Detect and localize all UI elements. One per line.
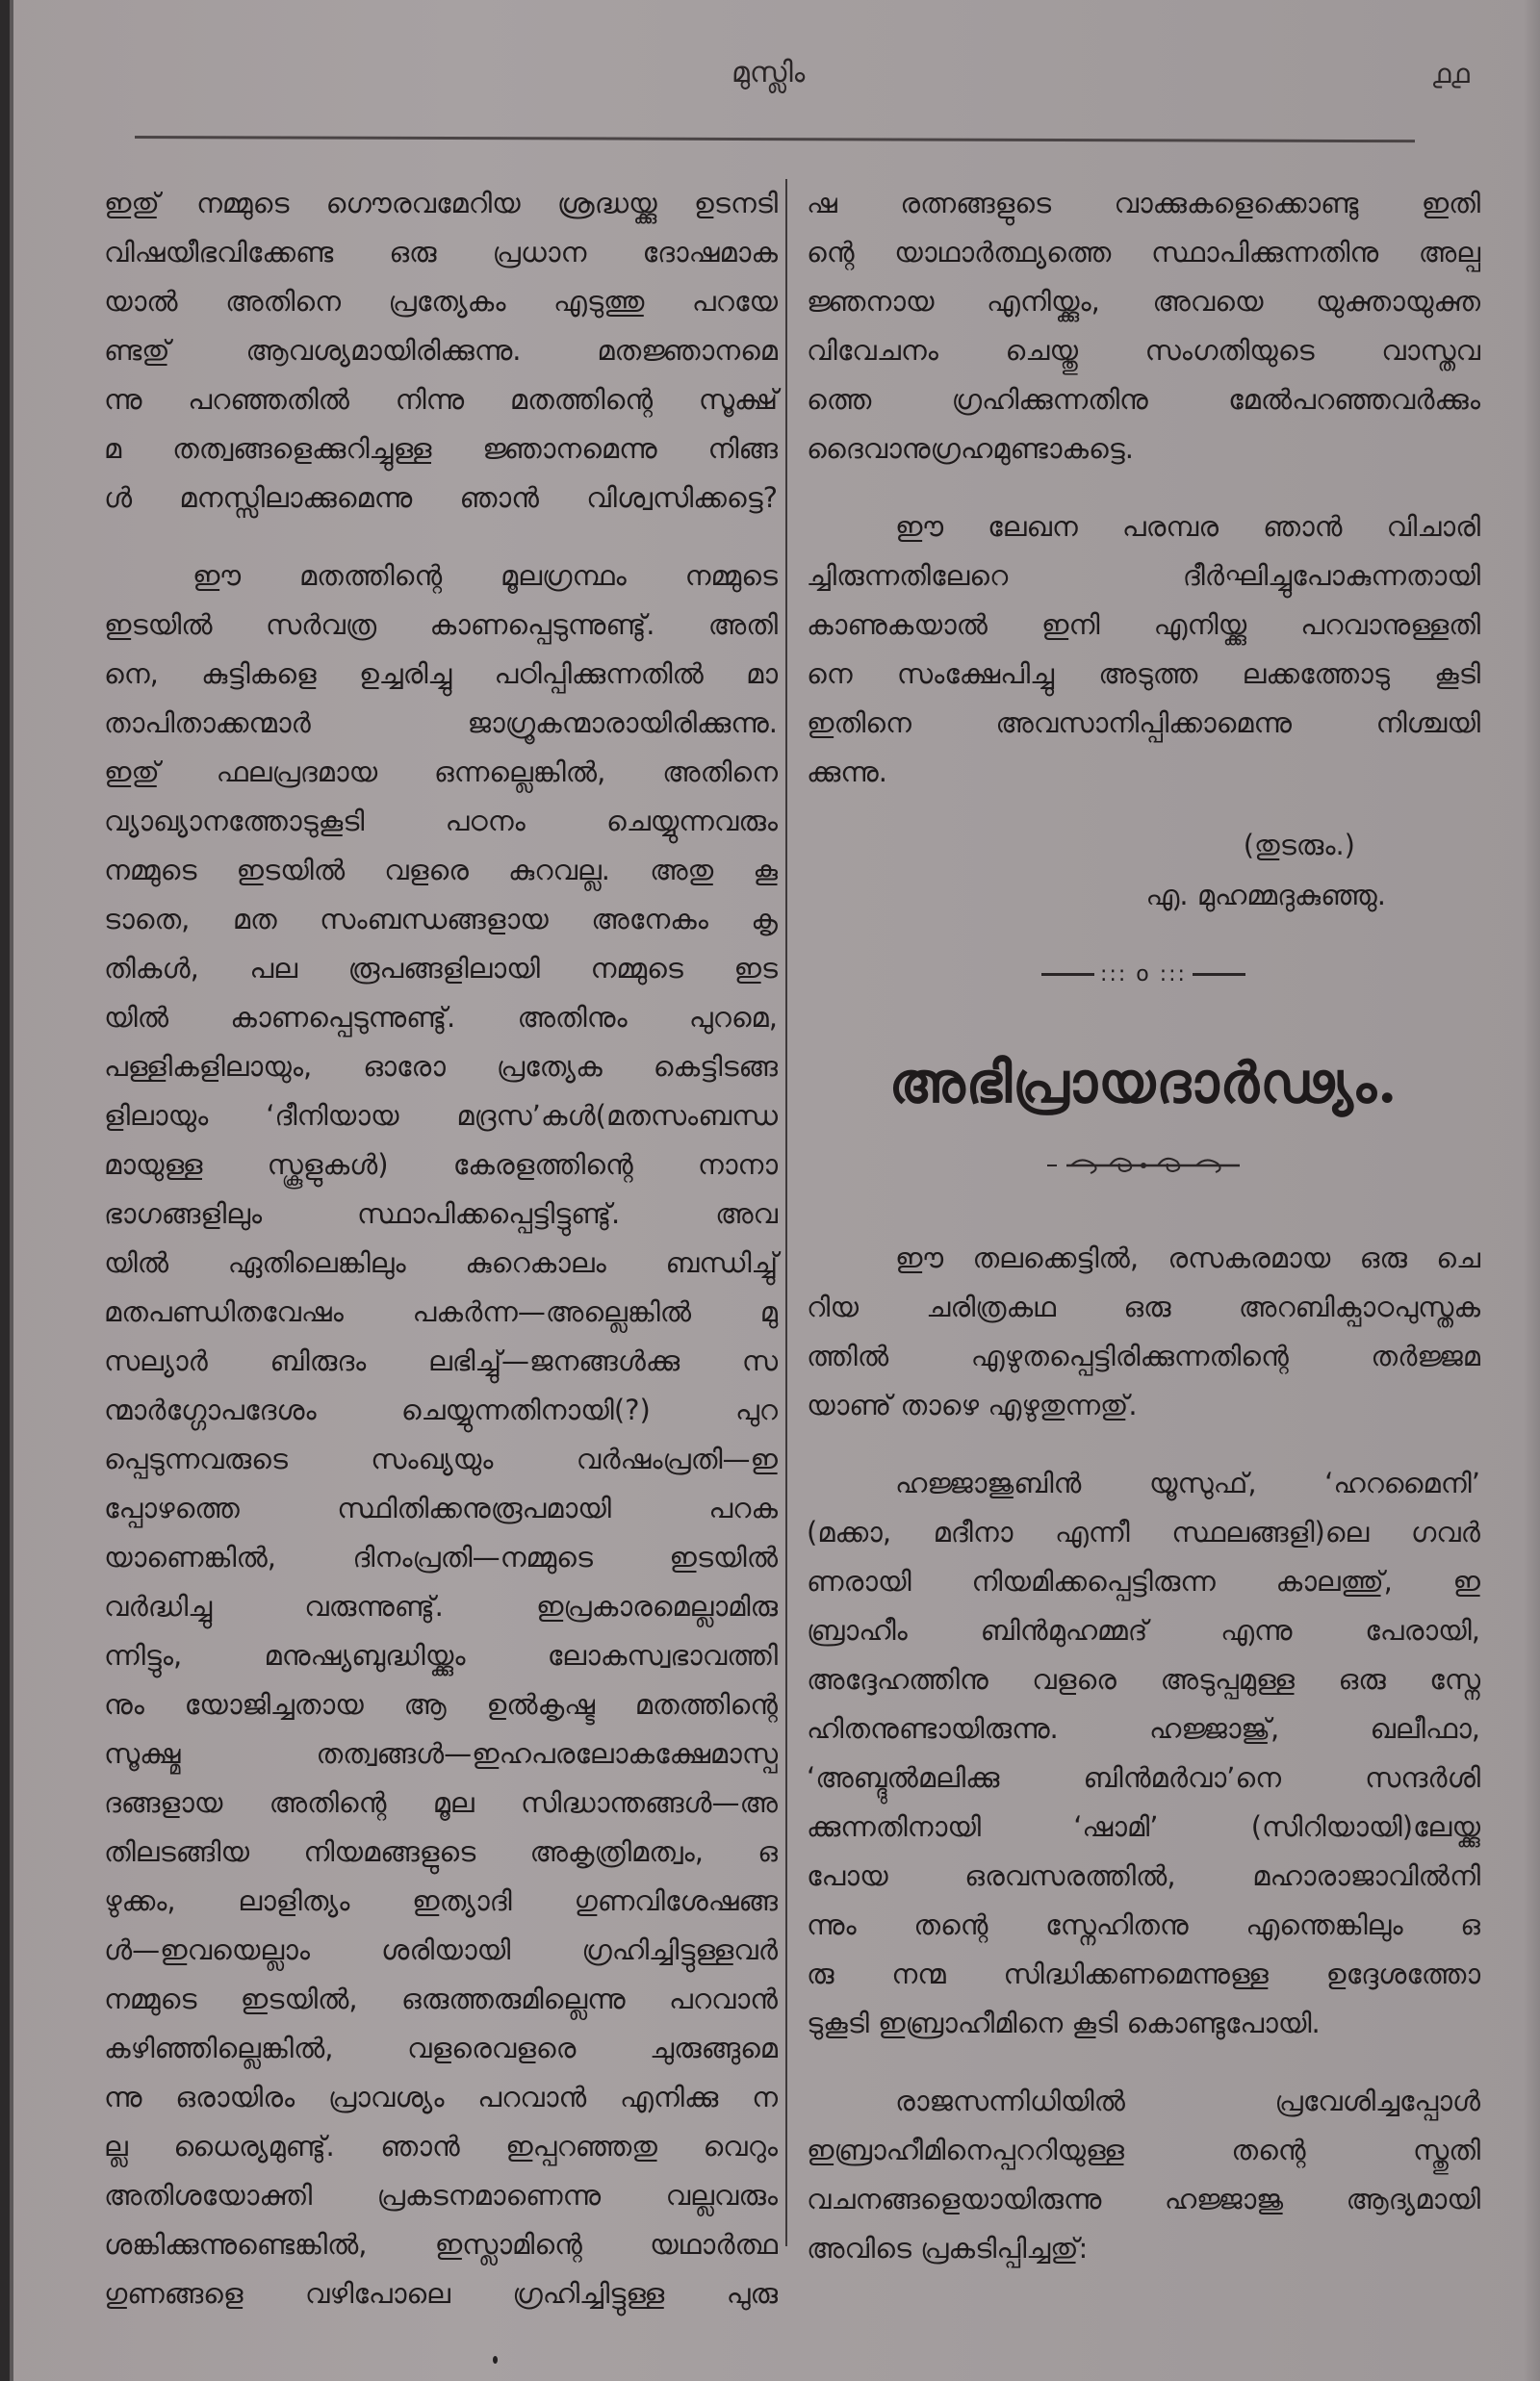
text-line: ക്കുന്നു.: [807, 755, 888, 788]
text-line: വിവേചനം ചെയ്തു സംഗതിയുടെ വാസ്തവ: [807, 334, 1480, 367]
text-line: വർദ്ധിച്ചു വരുന്നുണ്ടു്. ഇപ്രകാരമെല്ലാമിരു: [104, 1590, 778, 1623]
text-line: ഹജ്ജാജുബിൻ യൂസുഫ്, ‘ഹറമൈനി’: [895, 1467, 1480, 1499]
text-line: ച്ചിരുന്നതിലേറെ ദീർഘിച്ചുപോകുന്നതായി: [807, 559, 1480, 592]
text-line: ഭാഗങ്ങളിലും സ്ഥാപിക്കപ്പെട്ടിട്ടുണ്ടു്. അവ: [104, 1197, 778, 1230]
right-column: [807, 179, 1480, 2273]
text-line: സൂക്ഷ്മ തത്വങ്ങൾ—ഇഹപരലോകക്ഷേമാസ്പ: [104, 1737, 778, 1770]
text-line: നെ, കുട്ടികളെ ഉച്ചരിച്ചു പഠിപ്പിക്കുന്നതിൽ മാ: [104, 657, 778, 690]
text-line: ജ്ഞനായ എനിയ്ക്കും, അവയെ യുക്തായുക്ത: [807, 285, 1480, 318]
text-line: കാണുകയാൽ ഇനി എനിയ്ക്കു പറവാനുള്ളതി: [807, 608, 1480, 641]
text-line: സല്യാർ ബിരുദം ലഭിച്ചു്—ജനങ്ങൾക്കു സ: [104, 1344, 778, 1377]
text-line: കഴിഞ്ഞില്ലെങ്കിൽ, വളരെവളരെ ചുരുങ്ങുമെ: [104, 2032, 778, 2064]
text-line: ഗുണങ്ങളെ വഴിപോലെ ഗ്രഹിച്ചിട്ടുള്ള പുരു: [104, 2277, 778, 2310]
text-line: ക്കുന്നതിനായി ‘ഷാമി’ (സിറിയായി)ലേയ്ക്കു: [807, 1810, 1480, 1843]
text-line: ന്മാർഗ്ഗോപദേശം ചെയ്യുന്നതിനായി(?) പുറ: [104, 1394, 778, 1426]
text-line: ന്നിട്ടും, മനുഷ്യബുദ്ധിയ്ക്കും ലോകസ്വഭാവത്തി: [104, 1639, 778, 1672]
text-line: നെ സംക്ഷേപിച്ചു അടുത്ത ലക്കത്തോടു കൂടി: [807, 657, 1480, 690]
paragraph: [807, 2077, 1480, 2273]
text-line: ഇബ്രാഹീമിനെപ്പററിയുള്ള തന്റെ സ്തുതി: [807, 2134, 1480, 2166]
text-line: ളിലായും ‘ദീനിയായ മദ്രസ’കൾ(മതസംബന്ധ: [104, 1099, 778, 1132]
text-line: തിലടങ്ങിയ നിയമങ്ങളുടെ അകൃത്രിമത്വം, ഒ: [104, 1835, 778, 1868]
text-line: ഹിതനുണ്ടായിരുന്നു. ഹജ്ജാജു്, ഖലീഫാ,: [807, 1712, 1480, 1745]
text-line: രു നന്മ സിദ്ധിക്കണമെന്നുള്ള ഉദ്ദേശത്തോ: [807, 1958, 1480, 1990]
text-line: ന്റെ യാഥാർത്ഥ്യത്തെ സ്ഥാപിക്കുന്നതിനു അല്പ: [807, 236, 1480, 269]
text-line: വിഷയീഭവിക്കേണ്ട ഒരു പ്രധാന ദോഷമാക: [104, 236, 778, 269]
text-line: മ തത്വങ്ങളെക്കുറിച്ചുള്ള ജ്ഞാനമെന്നു നിങ്ങ: [104, 432, 778, 465]
text-line: നമ്മുടെ ഇടയിൽ വളരെ കുറവല്ല. അതു കൂ: [104, 854, 778, 886]
paragraph: [104, 551, 778, 2318]
text-line: പ്പോഴത്തെ സ്ഥിതിക്കനുരൂപമായി പറക: [104, 1492, 778, 1524]
text-line: ദൈവാനുഗ്രഹമുണ്ടാകട്ടെ.: [807, 432, 1134, 465]
text-line: ഇതു് ഫലപ്രദമായ ഒന്നല്ലെങ്കിൽ, അതിനെ: [104, 755, 778, 788]
section-title: അഭിപ്രായദാർഢ്യം.: [888, 1050, 1399, 1115]
text-line: ത്തെ ഗ്രഹിക്കുന്നതിനു മേൽപറഞ്ഞവർക്കും: [807, 383, 1480, 416]
text-line: ണരായി നിയമിക്കപ്പെട്ടിരുന്ന കാലത്തു്, ഇ: [807, 1565, 1480, 1598]
text-line: യിൽ കാണപ്പെടുന്നുണ്ടു്. അതിനും പുറമെ,: [104, 1001, 778, 1034]
page-number: ൧൧: [1432, 58, 1470, 90]
text-line: ഴുക്കം, ലാളിത്യം ഇത്യാദി ഗുണവിശേഷങ്ങ: [104, 1884, 778, 1917]
text-line: ബ്രാഹീം ബിൻമുഹമ്മദ് എന്നു പേരായി,: [807, 1614, 1480, 1647]
to-be-continued-note: (തുടരും.): [1243, 829, 1355, 861]
text-line: മായുള്ള സ്കൂളുകൾ) കേരളത്തിന്റെ നാനാ: [104, 1148, 778, 1181]
ornament-divider: [807, 1151, 1480, 1180]
running-title: മുസ്ലിം: [732, 56, 806, 90]
text-line: താപിതാക്കന്മാർ ജാഗ്രൂകന്മാരായിരിക്കുന്നു.: [104, 706, 778, 739]
text-line: വചനങ്ങളെയായിരുന്നു ഹജ്ജാജു ആദ്യമായി: [807, 2183, 1480, 2215]
text-line: പ്പെടുന്നവരുടെ സംഖ്യയും വർഷംപ്രതി—ഇ: [104, 1443, 778, 1475]
text-line: മതപണ്ഡിതവേഷം പകർന്ന—അല്ലെങ്കിൽ മു: [104, 1295, 778, 1328]
text-line: ഇടയിൽ സർവത്ര കാണപ്പെടുന്നുണ്ടു്. അതി: [104, 608, 778, 641]
text-line: ന്നു പറഞ്ഞതിൽ നിന്നു മതത്തിന്റെ സൂക്ഷ്: [104, 383, 778, 416]
ink-speck: [493, 2356, 498, 2364]
page-right-edge: [1523, 0, 1540, 2381]
section-separator: [807, 955, 1480, 993]
text-line: ടാതെ, മത സംബന്ധങ്ങളായ അനേകം കൃ: [104, 903, 778, 935]
text-line: യാണു് താഴെ എഴുതുന്നതു്.: [807, 1389, 1138, 1421]
text-line: ഈ തലക്കെട്ടിൽ, രസകരമായ ഒരു ചെ: [895, 1242, 1480, 1274]
column-divider: [785, 179, 787, 2246]
paragraph: [104, 179, 778, 523]
paragraph: [807, 179, 1480, 474]
separator-dash-right: [1193, 973, 1245, 976]
text-line: അവിടെ പ്രകടിപ്പിച്ചതു്:: [807, 2232, 1089, 2265]
text-line: ശങ്കിക്കുന്നുണ്ടെങ്കിൽ, ഇസ്ലാമിന്റെ യഥാർത്ഥ: [104, 2228, 778, 2261]
paragraph: [807, 1234, 1480, 1430]
text-line: യാൽ അതിനെ പ്രത്യേകം എടുത്തു പറയേ: [104, 285, 778, 318]
text-line: തികൾ, പല രൂപങ്ങളിലായി നമ്മുടെ ഇട: [104, 952, 778, 985]
scroll-ornament-icon: [1028, 1151, 1259, 1180]
text-line: ദങ്ങളായ അതിന്റെ മൂല സിദ്ധാന്തങ്ങൾ—അ: [104, 1786, 778, 1819]
text-line: ടുകൂടി ഇബ്രാഹീമിനെ കൂടി കൊണ്ടുപോയി.: [807, 2007, 1321, 2039]
text-line: ൾ മനസ്സിലാക്കുമെന്നു ഞാൻ വിശ്വസിക്കട്ടെ?: [104, 481, 778, 514]
text-line: ഈ ലേഖന പരമ്പര ഞാൻ വിചാരി: [895, 510, 1480, 543]
separator-dash-left: [1041, 973, 1094, 976]
text-line: ണ്ടതു് ആവശ്യമായിരിക്കുന്നു. മതജ്ഞാനമെ: [104, 334, 778, 367]
text-line: (മക്കാ, മദീനാ എന്നീ സ്ഥലങ്ങളി)ലെ ഗവർ: [807, 1516, 1480, 1549]
text-line: ഇതിനെ അവസാനിപ്പിക്കാമെന്നു നിശ്ചയി: [807, 706, 1480, 739]
text-line: റിയ ചരിത്രകഥ ഒരു അറബിക്പാഠപുസ്തക: [807, 1291, 1480, 1323]
text-line: നമ്മുടെ ഇടയിൽ, ഒരുത്തരുമില്ലെന്നു പറവാൻ: [104, 1983, 778, 2015]
text-line: യാണെങ്കിൽ, ദിനംപ്രതി—നമ്മുടെ ഇടയിൽ: [104, 1541, 778, 1574]
left-column: [104, 179, 778, 2318]
text-line: ന്നു ഒരായിരം പ്രാവശ്യം പറവാൻ എനിക്കു ന: [104, 2081, 778, 2113]
paragraph: [807, 1459, 1480, 2048]
text-line: യിൽ ഏതിലെങ്കിലും കുറെകാലം ബന്ധിച്ചു്: [104, 1246, 778, 1279]
text-line: ‘അബ്ദുൽമലിക്കു ബിൻമർവാ’നെ സന്ദർശി: [807, 1761, 1480, 1794]
header-rule: [135, 136, 1415, 142]
text-line: പള്ളികളിലായും, ഓരോ പ്രത്യേക കെട്ടിടങ്ങ: [104, 1050, 778, 1083]
text-line: ന്നും തന്റെ സ്നേഹിതനു എന്തെങ്കിലും ഒ: [807, 1908, 1480, 1941]
text-line: വ്യാഖ്യാനത്തോടുകൂടി പഠനം ചെയ്യുന്നവരും: [104, 805, 778, 837]
text-line: ഷ രത്നങ്ങളുടെ വാക്കുകളെക്കൊണ്ടു ഇതി: [807, 187, 1480, 219]
text-line: ഈ മതത്തിന്റെ മൂലഗ്രന്ഥം നമ്മുടെ: [192, 559, 778, 592]
text-line: അതിശയോക്തി പ്രകടനമാണെന്നു വല്ലവരും: [104, 2179, 778, 2212]
text-line: ഇതു് നമ്മുടെ ഗൌരവമേറിയ ശ്രദ്ധയ്ക്കു ഉടനടി: [104, 187, 778, 219]
paragraph: [807, 502, 1480, 797]
separator-mark: ::: o :::: [1100, 961, 1187, 986]
binding-edge: [0, 0, 10, 2381]
text-line: ത്തിൽ എഴുതപ്പെട്ടിരിക്കുന്നതിന്റെ തർജ്ജമ: [807, 1340, 1480, 1372]
text-line: അദ്ദേഹത്തിനു വളരെ അടുപ്പമുള്ള ഒരു സ്നേ: [807, 1663, 1480, 1696]
text-line: പോയ ഒരവസരത്തിൽ, മഹാരാജാവിൽനി: [807, 1859, 1480, 1892]
text-line: നും യോജിച്ചതായ ആ ഉൽകൃഷ്ട മതത്തിന്റെ: [104, 1688, 778, 1721]
text-line: ൾ—ഇവയെല്ലാം ശരിയായി ഗ്രഹിച്ചിട്ടുള്ളവർ: [104, 1933, 778, 1966]
text-line: രാജസന്നിധിയിൽ പ്രവേശിച്ചപ്പോൾ: [895, 2085, 1480, 2117]
running-head: [0, 50, 1540, 98]
text-line: ല്ല ധൈര്യമുണ്ടു്. ഞാൻ ഇപ്പറഞ്ഞതു വെറും: [104, 2130, 778, 2163]
author-signature: എ. മുഹമ്മദുകുഞ്ഞു.: [1145, 879, 1386, 911]
